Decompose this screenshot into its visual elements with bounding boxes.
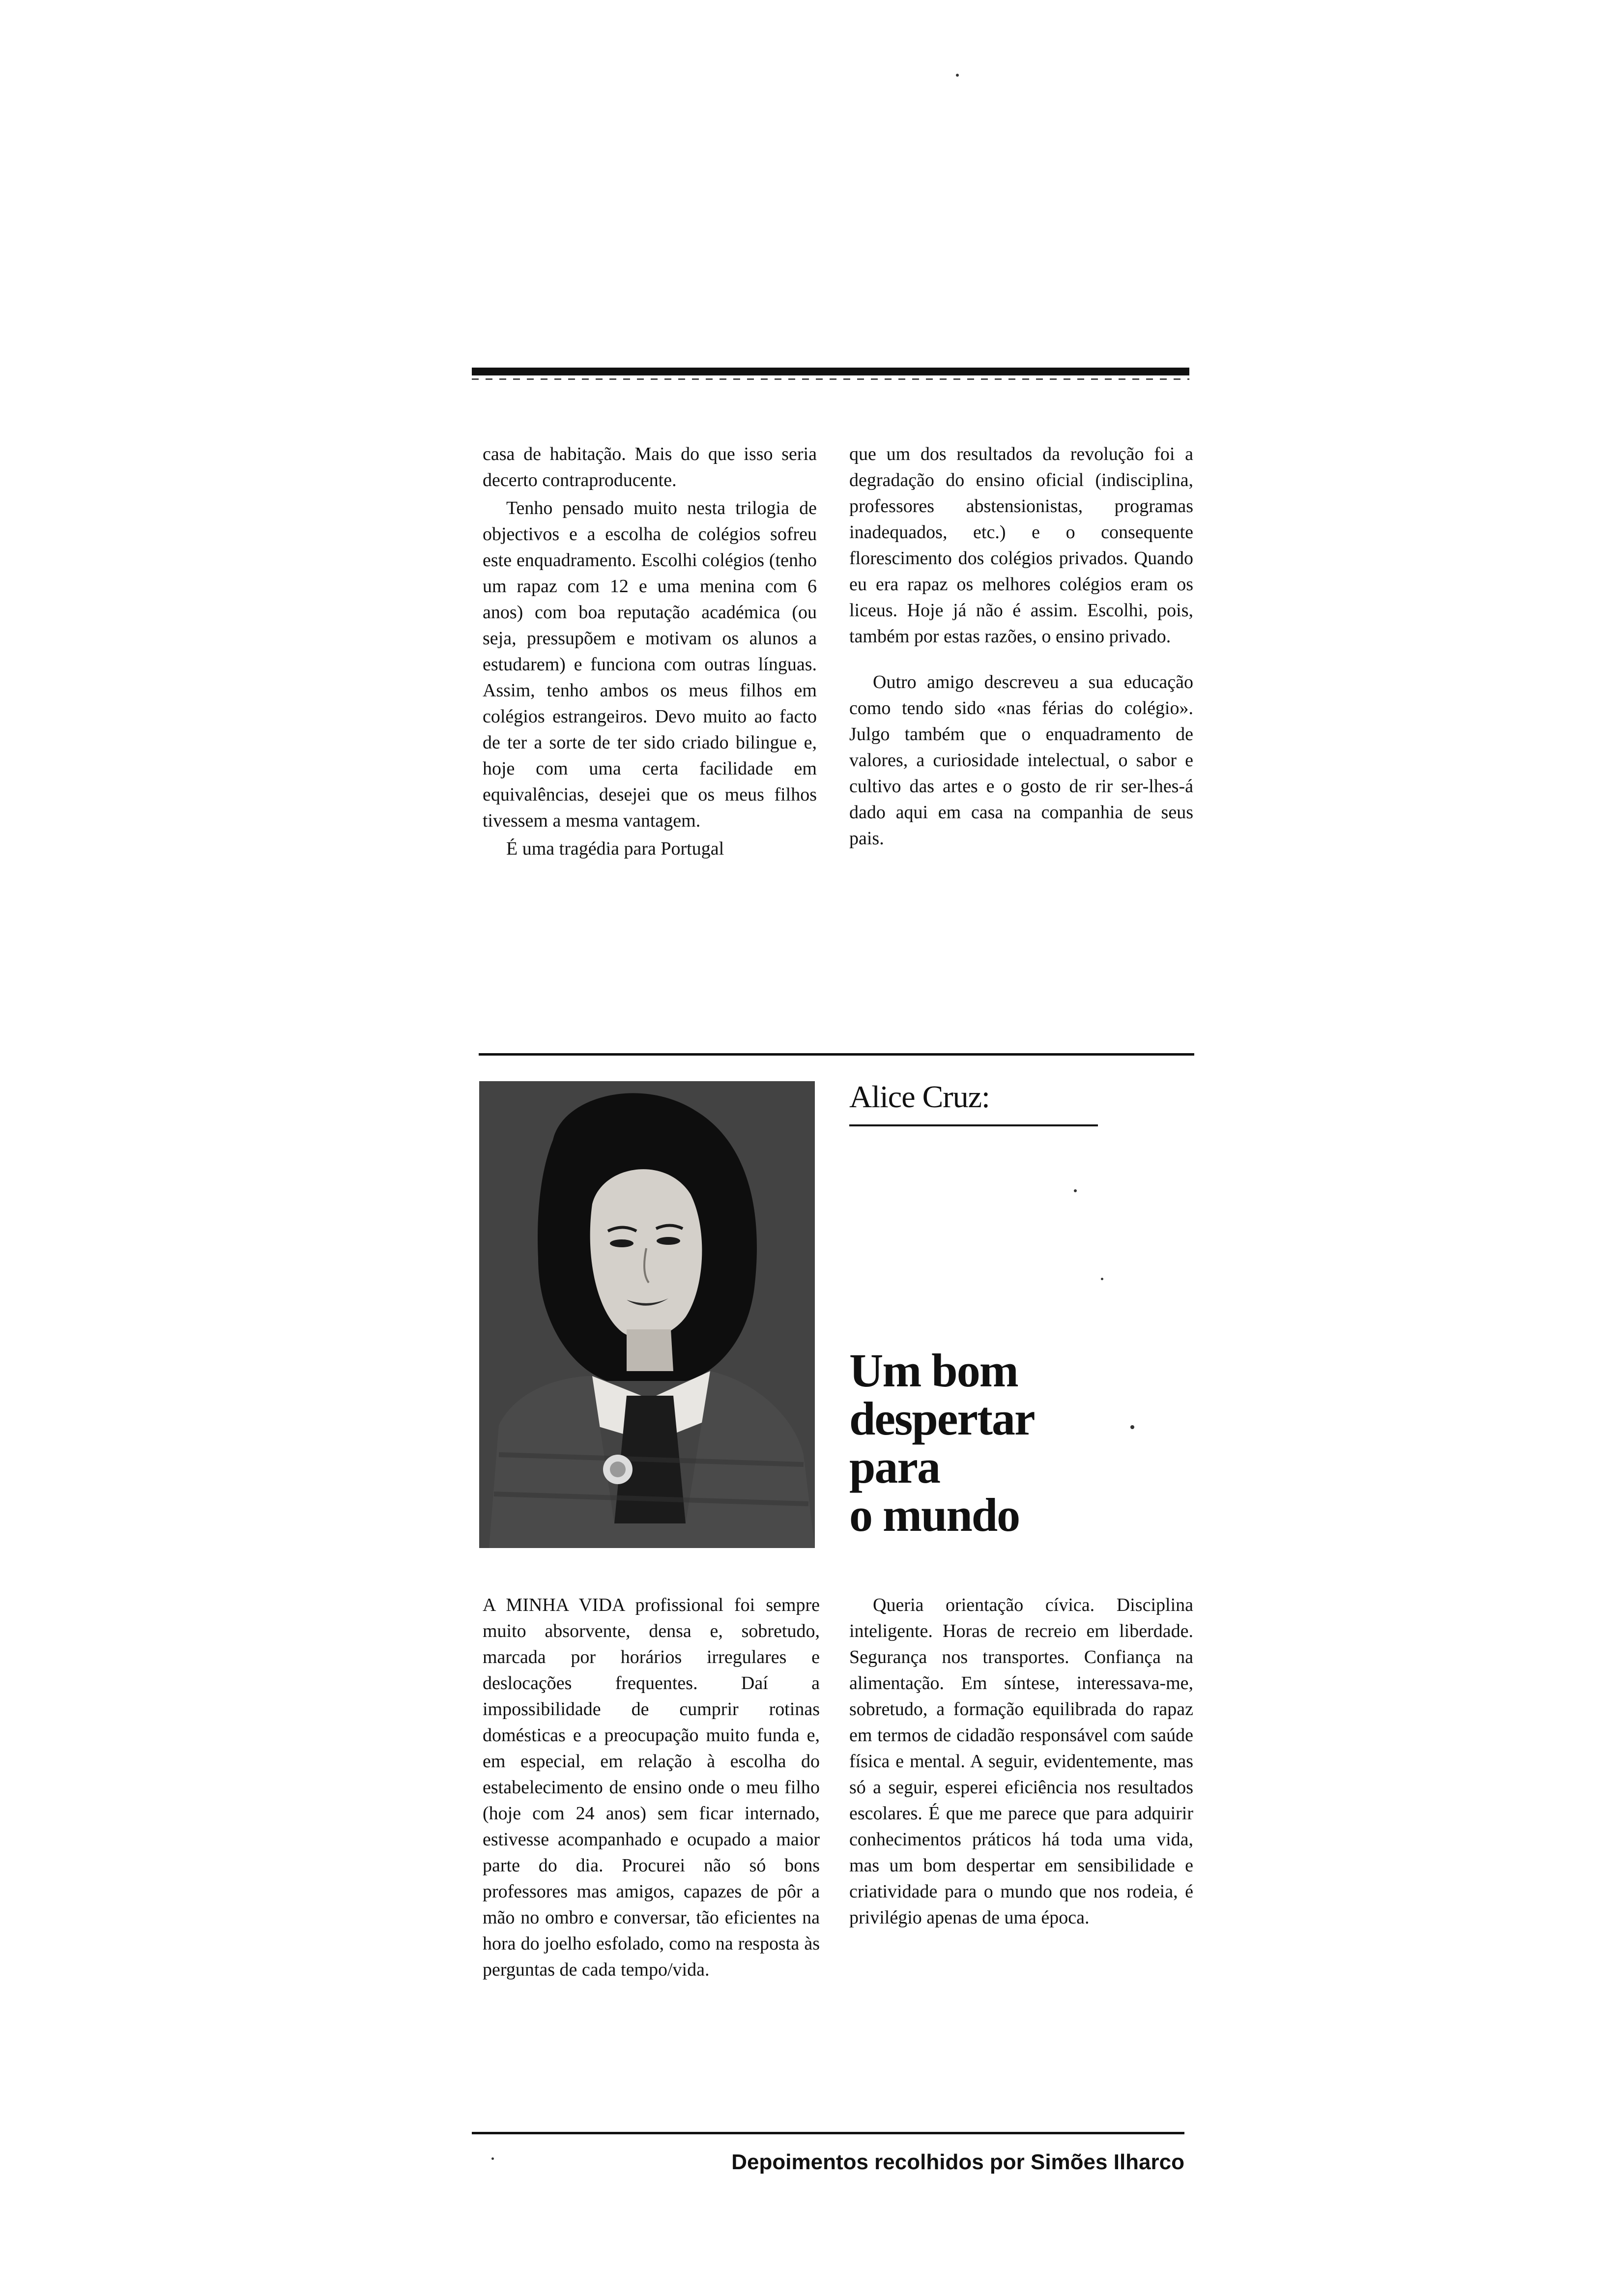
top-rule (472, 368, 1189, 375)
print-speck (1101, 1278, 1103, 1280)
headline-line: o mundo (849, 1489, 1020, 1541)
print-speck (1074, 1189, 1077, 1192)
headline-line: despertar (849, 1392, 1035, 1445)
name-underline (849, 1124, 1098, 1126)
paragraph: Tenho pensado muito nesta trilogia de objectivos e a escolha de colégios sofreu este enquadramento. Escolhi colégios (tenho um rapaz com 12 e uma menina com 6 anos) com boa reputação académica (ou seja, pressupõem e motivam os alunos a estudarem) e funciona com outras línguas. Assim, tenho ambos os meus filhos em colégios estrangeiros. Devo muito ao facto de ter a sorte de ter sido criado bilingue e, hoje com uma certa facilidade em equivalências, desejei que os meus filhos tivessem a mesma vantagem. (483, 498, 817, 831)
print-speck (491, 2157, 494, 2160)
paragraph: casa de habitação. Mais do que isso seria decerto contraproducente. (483, 444, 817, 490)
paragraph: Queria orientação cívica. Disciplina inteligente. Horas de recreio em liberdade. Segurança nos transportes. Confiança na alimentação. Em síntese, interessava-me, sobretudo, a formação equilibrada do rapaz em termos de cidadão responsável com saúde física e mental. A seguir, evidentemente, mas só a seguir, esperei eficiência nos resultados escolares. É que me parece que para adquirir conhecimentos práticos há toda uma vida, mas um bom despertar em sensibilidade e criatividade para o mundo que nos rodeia, é privilégio apenas de uma época. (849, 1595, 1193, 1928)
article-headline (849, 1344, 1035, 1541)
headline-line: para (849, 1440, 940, 1493)
print-speck (956, 74, 959, 77)
headline-line: Um bom (849, 1344, 1018, 1397)
top-dotted-rule (472, 378, 1189, 380)
bottom-rule (472, 2132, 1184, 2134)
interviewee-name: Alice Cruz: (849, 1079, 990, 1114)
paragraph: A MINHA VIDA profissional foi sempre muito absorvente, densa e, sobretudo, marcada por horários irregulares e deslocações frequentes. Daí a impossibilidade de cumprir rotinas domésticas e a preocupação muito funda e, em especial, em relação à escolha do estabelecimento de ensino onde o meu filho (hoje com 24 anos) sem ficar internado, estivesse acompanhado e ocupado a maior parte do dia. Procurei não só bons professores mas amigos, capazes de pôr a mão no ombro e conversar, tão eficientes na hora do joelho esfolado, como na resposta às perguntas de cada tempo/vida. (483, 1595, 820, 1980)
portrait-photo (479, 1081, 815, 1548)
bottom-left-column (483, 1592, 820, 1983)
top-left-column (483, 441, 817, 862)
top-right-column (849, 441, 1193, 852)
paragraph: Outro amigo descreveu a sua educação como tendo sido «nas férias do colégio». Julgo também que o enquadramento de valores, a curiosidade intelectual, o sabor e cultivo das artes e o gosto de rir ser-lhes-á dado aqui em casa na companhia de seus pais. (849, 672, 1193, 849)
paragraph: É uma tragédia para Portugal (506, 838, 724, 859)
credit-line: Depoimentos recolhidos por Simões Ilharco (731, 2150, 1184, 2174)
print-speck (1130, 1425, 1134, 1429)
section-divider (479, 1053, 1194, 1056)
paragraph: que um dos resultados da revolução foi a degradação do ensino oficial (indisciplina, professores abstensionistas, programas inadequados, etc.) e o consequente florescimento dos colégios privados. Quando eu era rapaz os melhores colégios eram os liceus. Hoje já não é assim. Escolhi, pois, também por estas razões, o ensino privado. (849, 444, 1193, 647)
portrait-illustration (479, 1081, 815, 1548)
bottom-right-column (849, 1592, 1193, 1931)
